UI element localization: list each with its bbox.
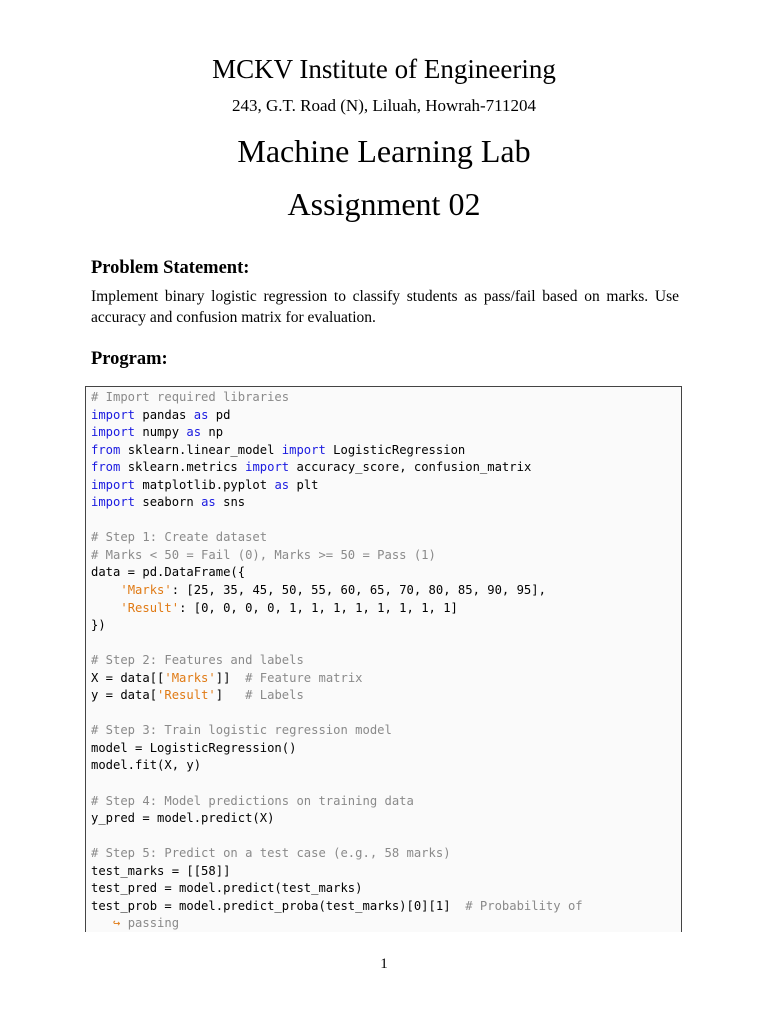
- code-token: sklearn.linear_model: [120, 442, 282, 457]
- code-line: [91, 407, 583, 425]
- code-token: import: [245, 460, 290, 475]
- code-token: LogisticRegression: [325, 442, 466, 457]
- code-token: # Step 1: Create dataset: [91, 530, 268, 545]
- code-token: sklearn.metrics: [120, 460, 246, 475]
- code-token: from: [91, 442, 121, 457]
- code-token: np: [201, 425, 224, 440]
- code-line: [91, 670, 583, 688]
- code-line: [91, 828, 583, 846]
- code-line: [91, 442, 583, 460]
- code-line: [91, 880, 583, 898]
- code-token: import: [91, 477, 136, 492]
- code-token: data = pd.DataFrame({: [91, 565, 246, 580]
- code-token: as: [274, 477, 290, 492]
- code-line: [91, 775, 583, 793]
- code-line: [91, 810, 583, 828]
- code-token: : [25, 35, 45, 50, 55, 60, 65, 70, 80, 85, 90, 95],: [171, 583, 546, 598]
- code-line: [91, 389, 583, 407]
- code-line: [91, 705, 583, 723]
- code-token: import: [91, 495, 136, 510]
- page-number: 1: [380, 956, 388, 972]
- code-token: [91, 583, 120, 597]
- problem-statement-text: Implement binary logistic regression to classify students as pass/fail based on marks. Use accuracy and confusion matrix for evaluation.: [91, 288, 679, 326]
- code-token: matplotlib.pyplot: [135, 477, 275, 492]
- code-token: model.fit(X, y): [91, 758, 202, 773]
- code-token: from: [91, 460, 121, 475]
- code-line: [91, 793, 583, 811]
- code-token: accuracy_score, confusion_matrix: [289, 460, 532, 475]
- code-token: as: [193, 407, 209, 422]
- code-token: 'Result': [120, 600, 180, 615]
- code-token: pandas: [135, 407, 194, 422]
- problem-statement-heading: Problem Statement:: [91, 258, 250, 278]
- institute-address: 243, G.T. Road (N), Liluah, Howrah-711204: [231, 96, 537, 115]
- code-line: [91, 529, 583, 547]
- code-token: # Marks < 50 = Fail (0), Marks >= 50 = Pass (1): [91, 547, 436, 562]
- code-token: seaborn: [135, 495, 202, 510]
- code-token: ↪: [91, 916, 128, 931]
- assignment-title: Assignment 02: [287, 186, 481, 222]
- code-token: numpy: [135, 425, 187, 440]
- code-token: test_pred = model.predict(test_marks): [91, 881, 363, 896]
- code-token: plt: [289, 477, 319, 492]
- code-token: y_pred = model.predict(X): [91, 811, 275, 826]
- code-token: 'Marks': [120, 583, 172, 598]
- code-line: [91, 547, 583, 565]
- code-line: [91, 477, 583, 495]
- code-token: ]]: [215, 670, 246, 685]
- code-token: # Probability of: [465, 898, 583, 913]
- code-line: [91, 564, 583, 582]
- program-heading: Program:: [91, 349, 168, 369]
- code-token: sns: [215, 495, 246, 510]
- code-token: passing: [127, 916, 180, 931]
- code-line: [91, 845, 583, 863]
- code-token: 'Result': [157, 688, 216, 703]
- code-token: : [0, 0, 0, 0, 1, 1, 1, 1, 1, 1, 1, 1]: [179, 600, 458, 615]
- code-line: [91, 459, 583, 477]
- code-token: test_marks = [[58]]: [91, 863, 231, 878]
- code-token: }): [91, 618, 106, 633]
- code-token: as: [201, 495, 216, 510]
- code-line: [91, 494, 583, 512]
- code-token: ]: [215, 688, 246, 703]
- code-token: import: [281, 442, 326, 457]
- code-line: [91, 757, 583, 775]
- code-line: [91, 600, 583, 618]
- code-listing: [85, 386, 682, 932]
- code-line: [91, 512, 583, 530]
- code-token: # Import required libraries: [91, 390, 290, 404]
- code-line: [91, 898, 583, 916]
- code-line: [91, 687, 583, 705]
- code-token: # Labels: [245, 688, 304, 703]
- institute-name: MCKV Institute of Engineering: [212, 54, 556, 84]
- code-token: X = data[[: [91, 670, 165, 685]
- code-token: # Feature matrix: [245, 670, 363, 685]
- code-line: [91, 617, 583, 635]
- code-token: model = LogisticRegression(): [91, 740, 297, 755]
- code-token: test_prob = model.predict_proba(test_marks)[0][1]: [91, 898, 466, 913]
- code-token: pd: [208, 407, 231, 422]
- code-token: y = data[: [91, 688, 158, 703]
- code-token: [91, 601, 120, 615]
- code-line: [91, 915, 583, 933]
- code-token: # Step 4: Model predictions on training data: [91, 793, 414, 808]
- code-token: import: [91, 407, 136, 422]
- code-token: # Step 2: Features and labels: [91, 653, 304, 668]
- code-line: [91, 635, 583, 653]
- code-token: # Step 3: Train logistic regression model: [91, 723, 392, 738]
- lab-title: Machine Learning Lab: [237, 133, 531, 169]
- code-line: [91, 722, 583, 740]
- code-line: [91, 863, 583, 881]
- code-token: # Step 5: Predict on a test case (e.g., 58 marks): [91, 846, 451, 861]
- code-line: [91, 740, 583, 758]
- code-line: [91, 424, 583, 442]
- code-line: [91, 652, 583, 670]
- code-token: 'Marks': [164, 670, 216, 685]
- code-token: as: [186, 425, 202, 440]
- code-lines: [91, 389, 583, 933]
- code-token: import: [91, 425, 136, 440]
- code-line: [91, 582, 583, 600]
